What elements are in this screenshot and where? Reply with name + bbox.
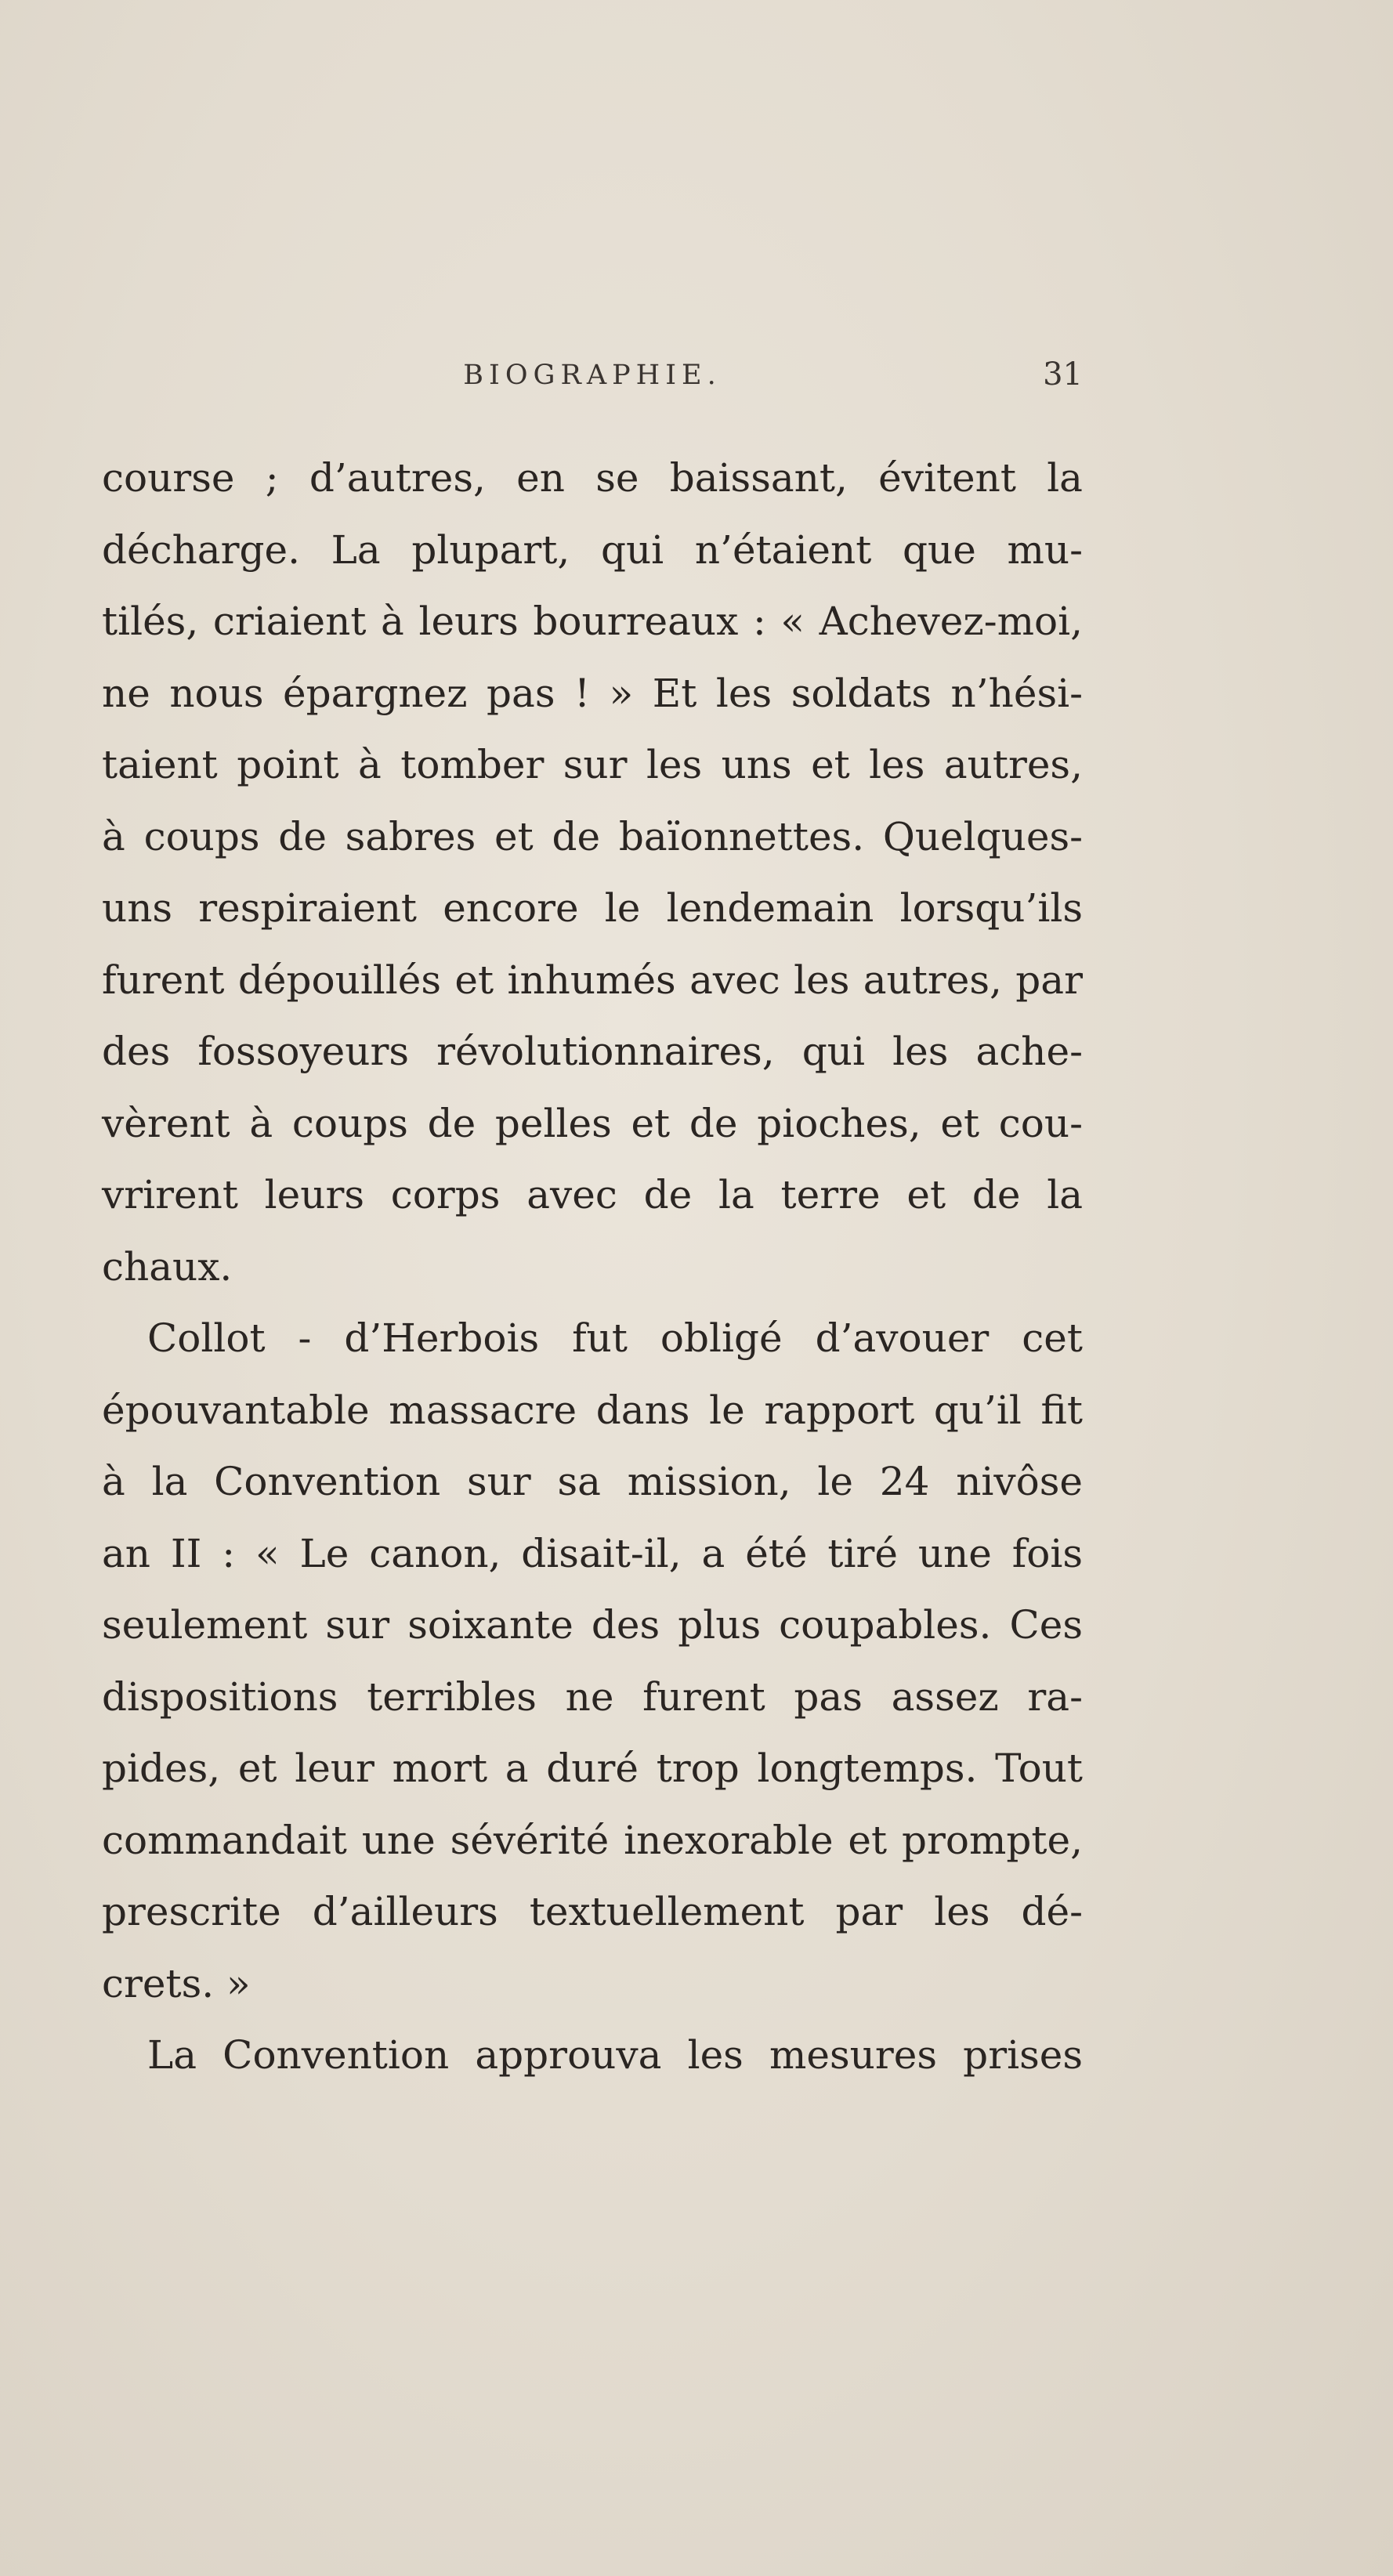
page-number: 31: [1043, 356, 1083, 393]
text-line: La Convention approuva les mesures prises: [147, 2032, 1083, 2078]
text-line: Collot - d’Herbois fut obligé d’avouer cet: [147, 1315, 1083, 1361]
text-line: prescrite d’ailleurs textuellement par les dé-: [102, 1889, 1083, 1934]
text-line: dispositions terribles ne furent pas assez ra-: [102, 1673, 1083, 1720]
paragraph-3: [102, 2020, 1083, 2092]
text-line: uns respiraient encore le lendemain lorsqu’ils: [102, 885, 1083, 931]
text-line: décharge. La plupart, qui n’étaient que mu-: [102, 526, 1083, 573]
text-line: vrirent leurs corps avec de la terre et de la: [102, 1172, 1083, 1217]
text-line: ne nous épargnez pas ! » Et les soldats n’hési-: [102, 670, 1083, 716]
text-line: taient point à tomber sur les uns et les autres,: [102, 742, 1083, 787]
text-line: commandait une sévérité inexorable et prompte,: [102, 1817, 1083, 1863]
text-line: vèrent à coups de pelles et de pioches, et cou-: [102, 1100, 1083, 1146]
text-line: course ; d’autres, en se baissant, évitent la: [102, 455, 1083, 501]
text-line: furent dépouillés et inhumés avec les autres, par: [102, 957, 1083, 1003]
running-head: [102, 356, 1083, 400]
running-title: BIOGRAPHIE.: [463, 360, 722, 391]
text-line: à coups de sabres et de baïonnettes. Quelques-: [102, 813, 1083, 859]
text-line: à la Convention sur sa mission, le 24 nivôse: [102, 1459, 1083, 1504]
text-line: pides, et leur mort a duré trop longtemps. Tout: [102, 1746, 1083, 1791]
text-line: tilés, criaient à leurs bourreaux : « Achevez-moi,: [102, 599, 1083, 644]
body-text: [102, 443, 1083, 2092]
text-line: crets. »: [102, 1960, 251, 2006]
text-line: seulement sur soixante des plus coupables. Ces: [102, 1602, 1083, 1648]
text-line: des fossoyeurs révolutionnaires, qui les ache-: [102, 1029, 1083, 1074]
text-line: épouvantable massacre dans le rapport qu’il fit: [102, 1387, 1083, 1433]
text-line: an II : « Le canon, disait-il, a été tiré une fois: [102, 1530, 1083, 1576]
text-line: chaux.: [102, 1243, 233, 1290]
paragraph-2: [102, 1303, 1083, 2020]
paragraph-1: [102, 443, 1083, 1303]
